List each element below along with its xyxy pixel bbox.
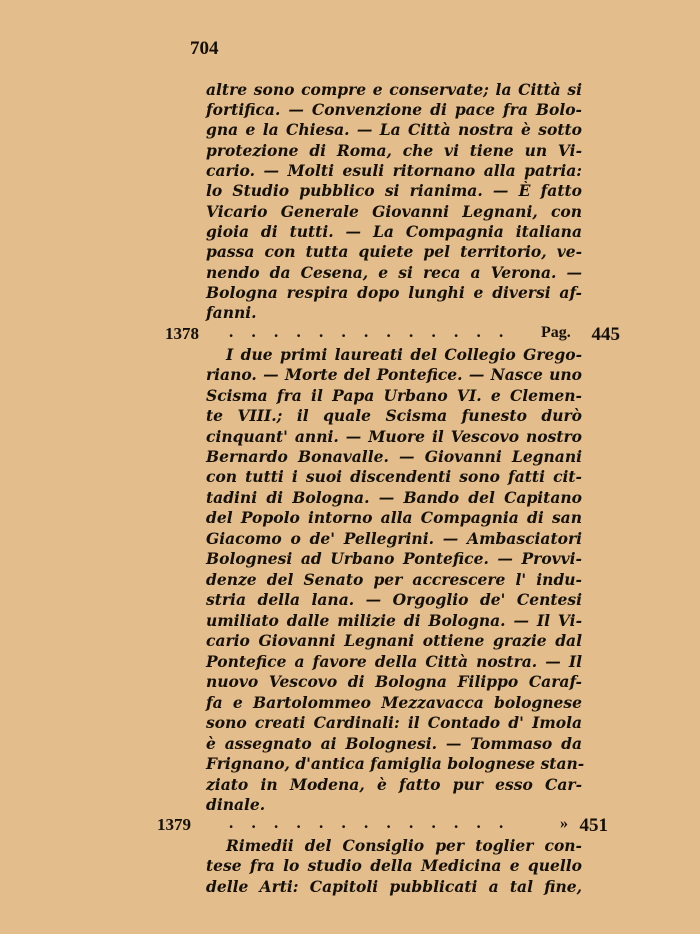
- page-reference: 445: [591, 324, 620, 345]
- text-line: Giacomo o de' Pellegrini. — Ambasciatori: [206, 529, 582, 548]
- text-line: cario. — Molti esuli ritornano alla patria:: [206, 161, 582, 180]
- text-line: Vicario Generale Giovanni Legnani, con: [206, 202, 582, 221]
- text-line: ziato in Modena, è fatto pur esso Car-: [206, 775, 582, 794]
- text-line: con tutti i suoi discendenti sono fatti cit-: [206, 467, 582, 486]
- text-line: Rimedii del Consiglio per toglier con-: [226, 836, 582, 855]
- text-line: gna e la Chiesa. — La Città nostra è sotto: [206, 120, 582, 139]
- text-line: Bolognesi ad Urbano Pontefice. — Provvi-: [206, 549, 582, 568]
- text-line: è assegnato ai Bolognesi. — Tommaso da: [206, 734, 582, 753]
- text-line: gioia di tutti. — La Compagnia italiana: [206, 222, 582, 241]
- text-line: delle Arti: Capitoli pubblicati a tal fine,: [206, 877, 582, 896]
- text-line: passa con tutta quiete pel territorio, ve-: [206, 242, 582, 261]
- text-line: fortifica. — Convenzione di pace fra Bolo-: [206, 100, 582, 119]
- text-line: I due primi laureati del Collegio Grego-: [226, 345, 582, 364]
- text-line: lo Studio pubblico si rianima. — È fatto: [206, 181, 582, 200]
- text-line: tese fra lo studio della Medicina e quello: [206, 856, 582, 875]
- leader-dots: . . . . . . . . . . . . .: [229, 813, 511, 832]
- text-line: del Popolo intorno alla Compagnia di san: [206, 508, 582, 527]
- text-line: altre sono compre e conservate; la Città si: [206, 80, 582, 99]
- text-line: stria della lana. — Orgoglio de' Centesi: [206, 590, 582, 609]
- entry-heading-1379: [157, 813, 620, 837]
- text-line: nuovo Vescovo di Bologna Filippo Caraf-: [206, 672, 582, 691]
- entry-year: 1378: [165, 324, 199, 343]
- text-line: riano. — Morte del Pontefice. — Nasce uno: [206, 365, 582, 384]
- text-line: te VIII.; il quale Scisma funesto durò: [206, 406, 582, 425]
- text-line: tadini di Bologna. — Bando del Capitano: [206, 488, 582, 507]
- text-line: Pontefice a favore della Città nostra. — Il: [206, 652, 582, 671]
- page-label: »: [560, 815, 568, 832]
- text-line: Bologna respira dopo lunghi e diversi af-: [206, 283, 582, 302]
- page-label: Pag.: [541, 324, 571, 341]
- text-line: denze del Senato per accrescere l' indu-: [206, 570, 582, 589]
- text-line: Scisma fra il Papa Urbano VI. e Clemen-: [206, 386, 582, 405]
- text-line: umiliato dalle milizie di Bologna. — Il Vi-: [206, 611, 582, 630]
- text-line: fa e Bartolommeo Mezzavacca bolognese: [206, 693, 582, 712]
- text-line: cinquant' anni. — Muore il Vescovo nostro: [206, 427, 582, 446]
- page-reference: 451: [579, 815, 608, 836]
- text-line: cario Giovanni Legnani ottiene grazie dal: [206, 631, 582, 650]
- entry-heading-1378: [165, 324, 620, 346]
- text-line: Bernardo Bonavalle. — Giovanni Legnani: [206, 447, 582, 466]
- page-number: 704: [190, 38, 219, 59]
- text-line: protezione di Roma, che vi tiene un Vi-: [206, 141, 582, 160]
- text-line: Frignano, d'antica famiglia bolognese stan-: [206, 754, 585, 773]
- text-line: dinale.: [206, 795, 266, 814]
- text-line: sono creati Cardinali: il Contado d' Imola: [206, 713, 582, 732]
- text-line: fanni.: [206, 303, 257, 322]
- entry-year: 1379: [157, 815, 191, 834]
- leader-dots: . . . . . . . . . . . . .: [229, 322, 511, 341]
- text-line: nendo da Cesena, e si reca a Verona. —: [206, 263, 582, 282]
